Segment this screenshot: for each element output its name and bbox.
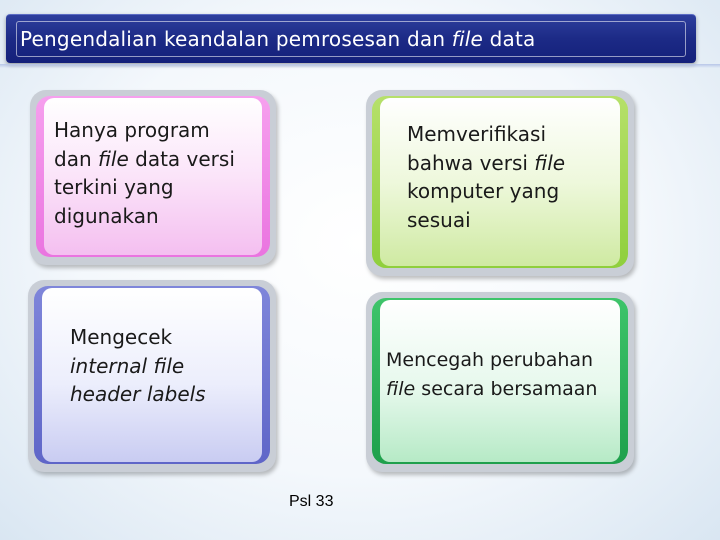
card-text-verify-file: Memverifikasi bahwa versi file komputer yang sesuai: [407, 122, 566, 232]
card-text-program-version: Hanya program dan file data versi terkini yang digunakan: [54, 118, 235, 228]
title-bar: [6, 14, 696, 63]
title-shadow-edge: [0, 64, 720, 68]
page-number: Psl 33: [289, 493, 334, 510]
slide-title: Pengendalian keandalan pemrosesan dan file data: [20, 27, 536, 51]
card-text-concurrent-change: Mencegah perubahan file secara bersamaan: [386, 349, 598, 400]
card-text-header-labels: Mengecek internal file header labels: [70, 325, 206, 406]
